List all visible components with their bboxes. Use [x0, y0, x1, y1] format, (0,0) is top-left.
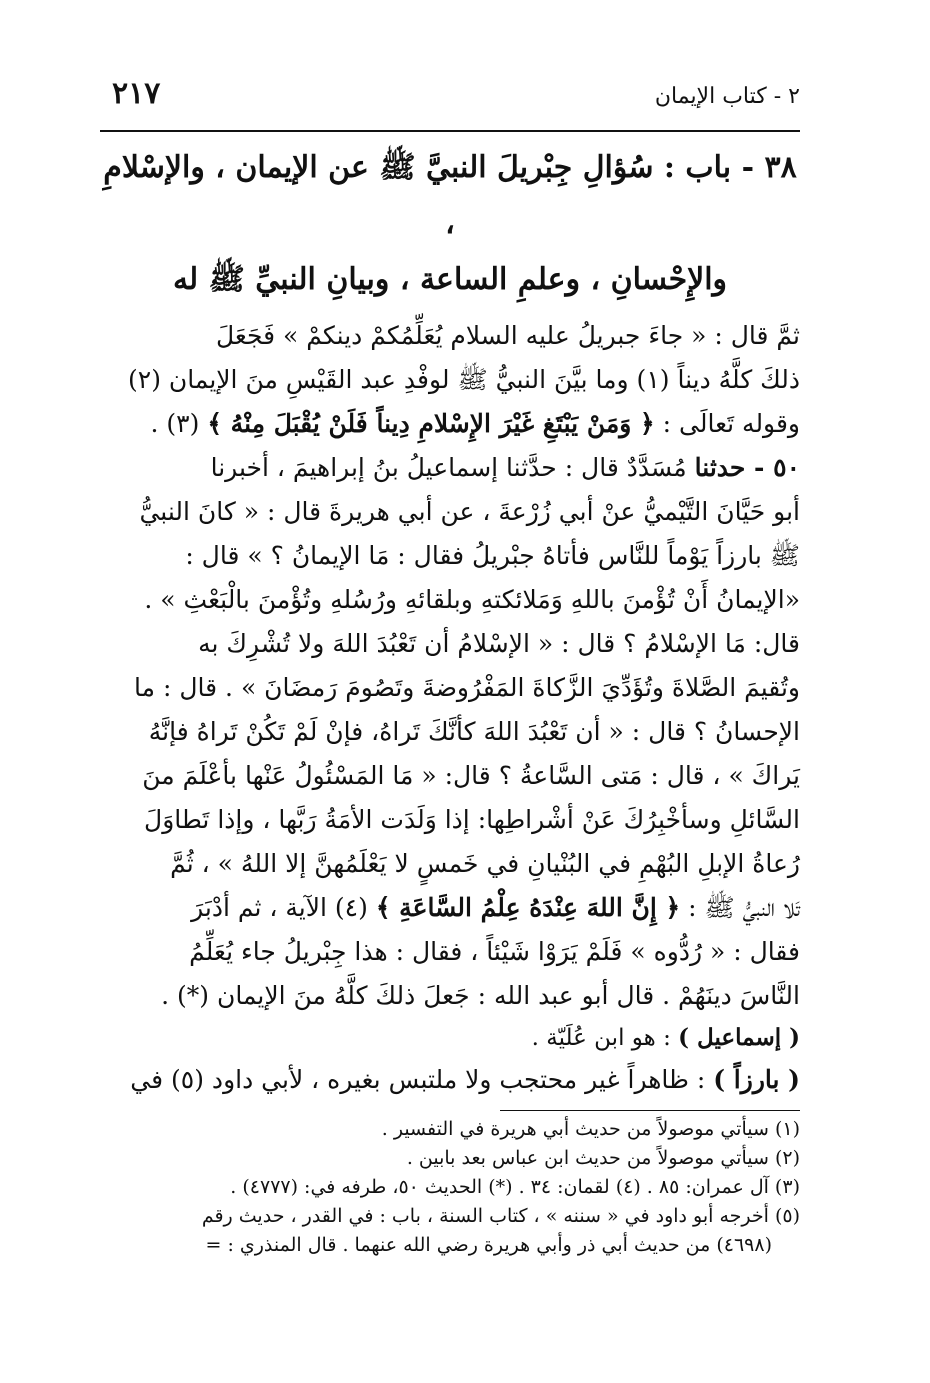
hadith-quran-line	[100, 886, 800, 930]
chapter-heading-line-2: والإِحْسانِ ، وعلمِ الساعة ، وبيانِ النبيِّ ﷺ له	[172, 262, 728, 297]
hadith-line-0: مُسَدَّدٌ قال : حدَّثنا إسماعيلُ بنُ إبراهيمَ ، أخبرنا	[210, 453, 687, 482]
intro-line-2: ذلكَ كلَّهُ ديناً (١) وما بيَّنَ النبيُّ ﷺ لوفْدِ عبد القَيْسِ منَ الإيمان (٢)	[128, 365, 800, 394]
chapter-heading-line-1: ٣٨ - باب : سُؤالِ جِبْريلَ النبيَّ ﷺ عن الإيمان ، والإسْلامِ ،	[103, 150, 797, 241]
footnote-5-continued: (٤٦٩٨) من حديث أبي ذر وأبي هريرة رضي الله عنهما . قال المنذري : =	[205, 1234, 772, 1256]
running-title: ٢ - كتاب الإيمان	[654, 84, 800, 109]
intro-line-3	[100, 402, 800, 446]
footnote-2: (٢) سيأتي موصولاً من حديث ابن عباس بعد بابين .	[406, 1147, 800, 1169]
intro-line-3-text: وقوله تَعالَى :	[654, 409, 800, 438]
gloss-ismail	[100, 1018, 800, 1058]
chapter-heading	[100, 140, 800, 308]
footnote-1: (١) سيأتي موصولاً من حديث أبي هريرة في التفسير .	[381, 1118, 800, 1140]
hadith-quran-line-text: تَلا النبيُّ ﷺ :	[680, 893, 800, 922]
quran-verse-quote: ﴿ إِنَّ اللهَ عِنْدَهُ عِلْمُ السَّاعَةِ ﴾	[375, 893, 681, 922]
book-page	[100, 60, 800, 1360]
hadith-line: السَّائلِ وسأخْبِرُكَ عَنْ أشْراطِها: إذا وَلَدَت الأمَةُ رَبَّها ، وإذا تَطاوَلَ	[144, 805, 800, 834]
footnotes	[100, 1115, 800, 1260]
hadith-quran-line-tail: (٤) الآية ، ثم أدْبَرَ	[191, 893, 376, 922]
hadith-line: الإحسانُ ؟ قال : « أن تَعْبُدَ اللهَ كأنَّكَ تَراهُ، فإنْ لَمْ تَكُنْ تَراهُ فإنَّهُ	[148, 717, 800, 746]
quran-verse-quote: ﴿ وَمَنْ يَبْتَغِ غَيْرَ الإِسْلامِ دِيناً فَلَنْ يُقْبَلَ مِنْهُ ﴾	[207, 409, 655, 438]
hadith-line: قال: مَا الإسْلامُ ؟ قال : « الإسْلامُ أن تَعْبُدَ اللهَ ولا تُشْرِكَ به	[198, 629, 800, 658]
footnote-rule	[500, 1110, 800, 1111]
gloss-text: : ظاهراً غير محتجب ولا ملتبس بغيره ، لأبي داود (٥) في	[130, 1065, 714, 1094]
gloss-text: : هو ابن عُلَيّة .	[531, 1025, 679, 1051]
hadith-line: يَراكَ » ، قال : مَتى السَّاعةُ ؟ قال: « مَا المَسْئُولُ عَنْها بأعْلَمَ منَ	[142, 761, 800, 790]
running-header	[100, 60, 800, 124]
hadith-line: وتُقيمَ الصَّلاةَ وتُؤَدِّيَ الزَّكاةَ المَفْرُوضةَ وتَصُومَ رَمضَانَ » . قال : ما	[134, 673, 800, 702]
hadith-line: أبو حَيَّانَ التَّيْميُّ عنْ أبي زُرْعةَ ، عن أبي هريرةَ قال : « كانَ النبيُّ	[139, 497, 800, 526]
hadith-line: ﷺ بارزاً يَوْماً للنَّاس فأتاهُ جبْريلُ فقال : مَا الإيمانُ ؟ » قال :	[185, 541, 800, 570]
gloss-barizan	[100, 1058, 800, 1102]
hadith-opening-line	[100, 446, 800, 490]
hadith-line: «الإيمانُ أَنْ تُؤْمنَ باللهِ وَمَلائكتهِ وبلقائهِ ورُسُلهِ وتُؤْمنَ بالْبَعْثِ » .	[144, 585, 800, 614]
gloss-term: ( إسماعيل )	[678, 1024, 800, 1051]
intro-line-1: ثمَّ قال : « جاءَ جبريلُ عليه السلام يُعَلِّمُكمْ دينكمْ » فَجَعَلَ	[215, 321, 800, 350]
footnote-ref-3: (٣) .	[150, 409, 208, 438]
hadith-line: النَّاسَ دينَهُمْ . قال أبو عبد الله : جَعلَ ذلكَ كلَّهُ منَ الإيمان (*) .	[161, 981, 800, 1010]
page-number: ٢١٧	[112, 76, 161, 111]
hadith-number: ٥٠ - حدثنا	[694, 453, 800, 482]
hadith-line: رُعاةُ الإبلِ البُهْمِ في البُنْيانِ في خَمسٍ لا يَعْلَمُهنَّ إلا اللهُ » ، ثُمَّ	[170, 849, 800, 878]
footnote-5: (٥) أخرجه أبو داود في « سننه » ، كتاب السنة ، باب : في القدر ، حديث رقم	[201, 1205, 800, 1227]
body-text	[100, 314, 800, 1102]
gloss-term: ( بارزاً )	[713, 1065, 800, 1094]
header-rule	[100, 130, 800, 132]
hadith-line: فقال : « رُدُّوه » فَلَمْ يَرَوْا شَيْئاً ، فقال : هذا جِبْريلُ جاء يُعَلِّمُ	[189, 937, 800, 966]
footnote-3: (٣) آل عمران: ٨٥ . (٤) لقمان: ٣٤ . (*) الحديث ٥٠، طرفه في: (٤٧٧٧) .	[230, 1176, 800, 1198]
